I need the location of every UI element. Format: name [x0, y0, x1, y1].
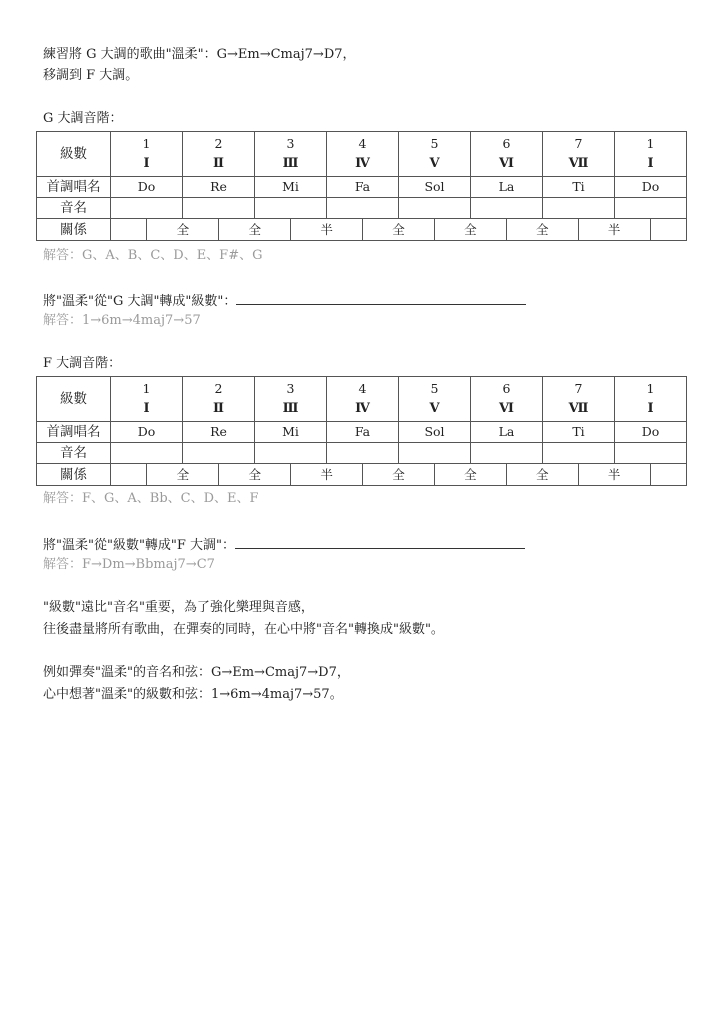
row-label: 音名 — [37, 443, 111, 464]
solfege-cell: Do — [111, 422, 183, 443]
degree-roman: Ⅶ — [568, 156, 589, 171]
note-name-cell[interactable] — [111, 443, 183, 464]
relation-cell: 半 — [291, 464, 363, 485]
solfege-cell: Mi — [255, 177, 327, 198]
q2-answer-blank[interactable] — [235, 535, 525, 549]
degree-number: 3 — [286, 136, 295, 151]
note-name-cell[interactable] — [111, 198, 183, 219]
degree-cell — [471, 377, 543, 422]
relation-cell: 全 — [363, 464, 435, 485]
q1-prompt — [43, 291, 526, 311]
q2-answer: 解答：F→Dm→Bbmaj7→C7 — [43, 557, 215, 572]
relation-cell: 半 — [578, 464, 650, 485]
relation-cell: 全 — [363, 219, 435, 240]
note-name-cell[interactable] — [471, 443, 543, 464]
relation-spacer — [650, 464, 686, 485]
note-name-cell[interactable] — [183, 443, 255, 464]
degree-cell — [615, 377, 687, 422]
relation-cell: 全 — [219, 464, 291, 485]
degree-cell — [111, 377, 183, 422]
relation-row — [37, 464, 687, 486]
solfege-row — [37, 177, 687, 198]
degree-roman: Ⅵ — [499, 401, 514, 416]
degree-cell — [327, 132, 399, 177]
solfege-cell: Re — [183, 177, 255, 198]
intro-line-2: 移調到 F 大調。 — [43, 68, 139, 83]
row-label: 關係 — [37, 219, 111, 241]
degree-roman: Ⅰ — [143, 401, 150, 416]
degree-cell — [471, 132, 543, 177]
degree-cell — [543, 377, 615, 422]
q2-prompt — [43, 535, 525, 555]
relation-cell: 全 — [506, 464, 578, 485]
degree-cell — [543, 132, 615, 177]
note-name-cell[interactable] — [399, 198, 471, 219]
note-name-cell[interactable] — [543, 443, 615, 464]
degree-number: 5 — [430, 381, 439, 396]
degree-number: 2 — [214, 136, 223, 151]
degree-roman: Ⅲ — [282, 401, 299, 416]
note-name-cell[interactable] — [471, 198, 543, 219]
degree-number: 1 — [142, 381, 151, 396]
degree-cell — [183, 132, 255, 177]
degree-cell — [399, 132, 471, 177]
solfege-cell: La — [471, 422, 543, 443]
degree-row — [37, 132, 687, 177]
row-label: 首調唱名 — [37, 177, 111, 198]
note-name-cell[interactable] — [543, 198, 615, 219]
degree-roman: Ⅰ — [647, 156, 654, 171]
f-scale-title: F 大調音階： — [43, 356, 122, 371]
degree-number: 1 — [142, 136, 151, 151]
solfege-cell: Sol — [399, 422, 471, 443]
degree-roman: Ⅴ — [429, 156, 440, 171]
degree-roman: Ⅰ — [647, 401, 654, 416]
degree-number: 5 — [430, 136, 439, 151]
q1-answer-blank[interactable] — [236, 291, 526, 305]
solfege-cell: Fa — [327, 177, 399, 198]
degree-roman: Ⅱ — [213, 156, 224, 171]
q1-answer: 解答：1→6m→4maj7→57 — [43, 313, 201, 328]
solfege-cell: Fa — [327, 422, 399, 443]
f-scale-answer: 解答：F、G、A、Bb、C、D、E、F — [43, 491, 259, 506]
f-scale-table — [36, 376, 687, 486]
row-label: 關係 — [37, 464, 111, 486]
degree-cell — [615, 132, 687, 177]
g-scale-table — [36, 131, 687, 241]
note-line-2: 往後盡量將所有歌曲，在彈奏的同時，在心中將"音名"轉換成"級數"。 — [43, 622, 444, 637]
degree-number: 7 — [574, 381, 583, 396]
note-name-cell[interactable] — [615, 198, 687, 219]
g-scale-answer: 解答：G、A、B、C、D、E、F#、G — [43, 248, 263, 263]
degree-roman: Ⅴ — [429, 401, 440, 416]
q2-prompt-text: 將"溫柔"從"級數"轉成"F 大調"： — [43, 538, 236, 553]
relation-spacer — [650, 219, 686, 240]
solfege-cell: Mi — [255, 422, 327, 443]
solfege-row — [37, 422, 687, 443]
q1-prompt-text: 將"溫柔"從"G 大調"轉成"級數"： — [43, 294, 237, 309]
relation-cell: 全 — [434, 464, 506, 485]
solfege-cell: Ti — [543, 422, 615, 443]
degree-roman: Ⅶ — [568, 401, 589, 416]
note-name-cell[interactable] — [255, 198, 327, 219]
g-scale-title: G 大調音階： — [43, 111, 123, 126]
solfege-cell: Do — [615, 422, 687, 443]
degree-roman: Ⅵ — [499, 156, 514, 171]
intro-line-1: 練習將 G 大調的歌曲"溫柔"：G→Em→Cmaj7→D7， — [43, 47, 356, 62]
note-name-cell[interactable] — [399, 443, 471, 464]
note-name-cell[interactable] — [183, 198, 255, 219]
note-name-row — [37, 443, 687, 464]
relation-cell: 全 — [219, 219, 291, 240]
note-name-cell[interactable] — [615, 443, 687, 464]
solfege-cell: Do — [111, 177, 183, 198]
note-name-cell[interactable] — [327, 443, 399, 464]
relation-spacer — [111, 219, 147, 240]
degree-cell — [255, 377, 327, 422]
row-label: 音名 — [37, 198, 111, 219]
degree-number: 3 — [286, 381, 295, 396]
relation-row — [37, 219, 687, 241]
degree-roman: Ⅰ — [143, 156, 150, 171]
degree-roman: Ⅳ — [355, 156, 370, 171]
relation-cell: 半 — [578, 219, 650, 240]
example-line-2: 心中想著"溫柔"的級數和弦：1→6m→4maj7→57。 — [43, 687, 343, 702]
solfege-cell: Ti — [543, 177, 615, 198]
row-label: 級數 — [37, 377, 111, 422]
relation-spacer — [111, 464, 147, 485]
degree-number: 4 — [358, 136, 367, 151]
degree-roman: Ⅳ — [355, 401, 370, 416]
degree-number: 4 — [358, 381, 367, 396]
degree-roman: Ⅲ — [282, 156, 299, 171]
note-name-cell[interactable] — [255, 443, 327, 464]
relation-cell: 半 — [291, 219, 363, 240]
example-line-1: 例如彈奏"溫柔"的音名和弦：G→Em→Cmaj7→D7， — [43, 665, 350, 680]
relation-cell: 全 — [147, 464, 219, 485]
degree-row — [37, 377, 687, 422]
relation-cell: 全 — [434, 219, 506, 240]
relation-cell: 全 — [147, 219, 219, 240]
solfege-cell: Sol — [399, 177, 471, 198]
degree-number: 7 — [574, 136, 583, 151]
degree-cell — [255, 132, 327, 177]
solfege-cell: Re — [183, 422, 255, 443]
degree-roman: Ⅱ — [213, 401, 224, 416]
degree-number: 2 — [214, 381, 223, 396]
degree-cell — [327, 377, 399, 422]
row-label: 級數 — [37, 132, 111, 177]
note-line-1: "級數"遠比"音名"重要，為了強化樂理與音感， — [43, 600, 314, 615]
degree-cell — [399, 377, 471, 422]
row-label: 首調唱名 — [37, 422, 111, 443]
degree-cell — [111, 132, 183, 177]
solfege-cell: La — [471, 177, 543, 198]
note-name-row — [37, 198, 687, 219]
solfege-cell: Do — [615, 177, 687, 198]
degree-number: 1 — [646, 381, 655, 396]
note-name-cell[interactable] — [327, 198, 399, 219]
degree-number: 6 — [502, 381, 511, 396]
degree-number: 1 — [646, 136, 655, 151]
degree-cell — [183, 377, 255, 422]
relation-cell: 全 — [506, 219, 578, 240]
degree-number: 6 — [502, 136, 511, 151]
